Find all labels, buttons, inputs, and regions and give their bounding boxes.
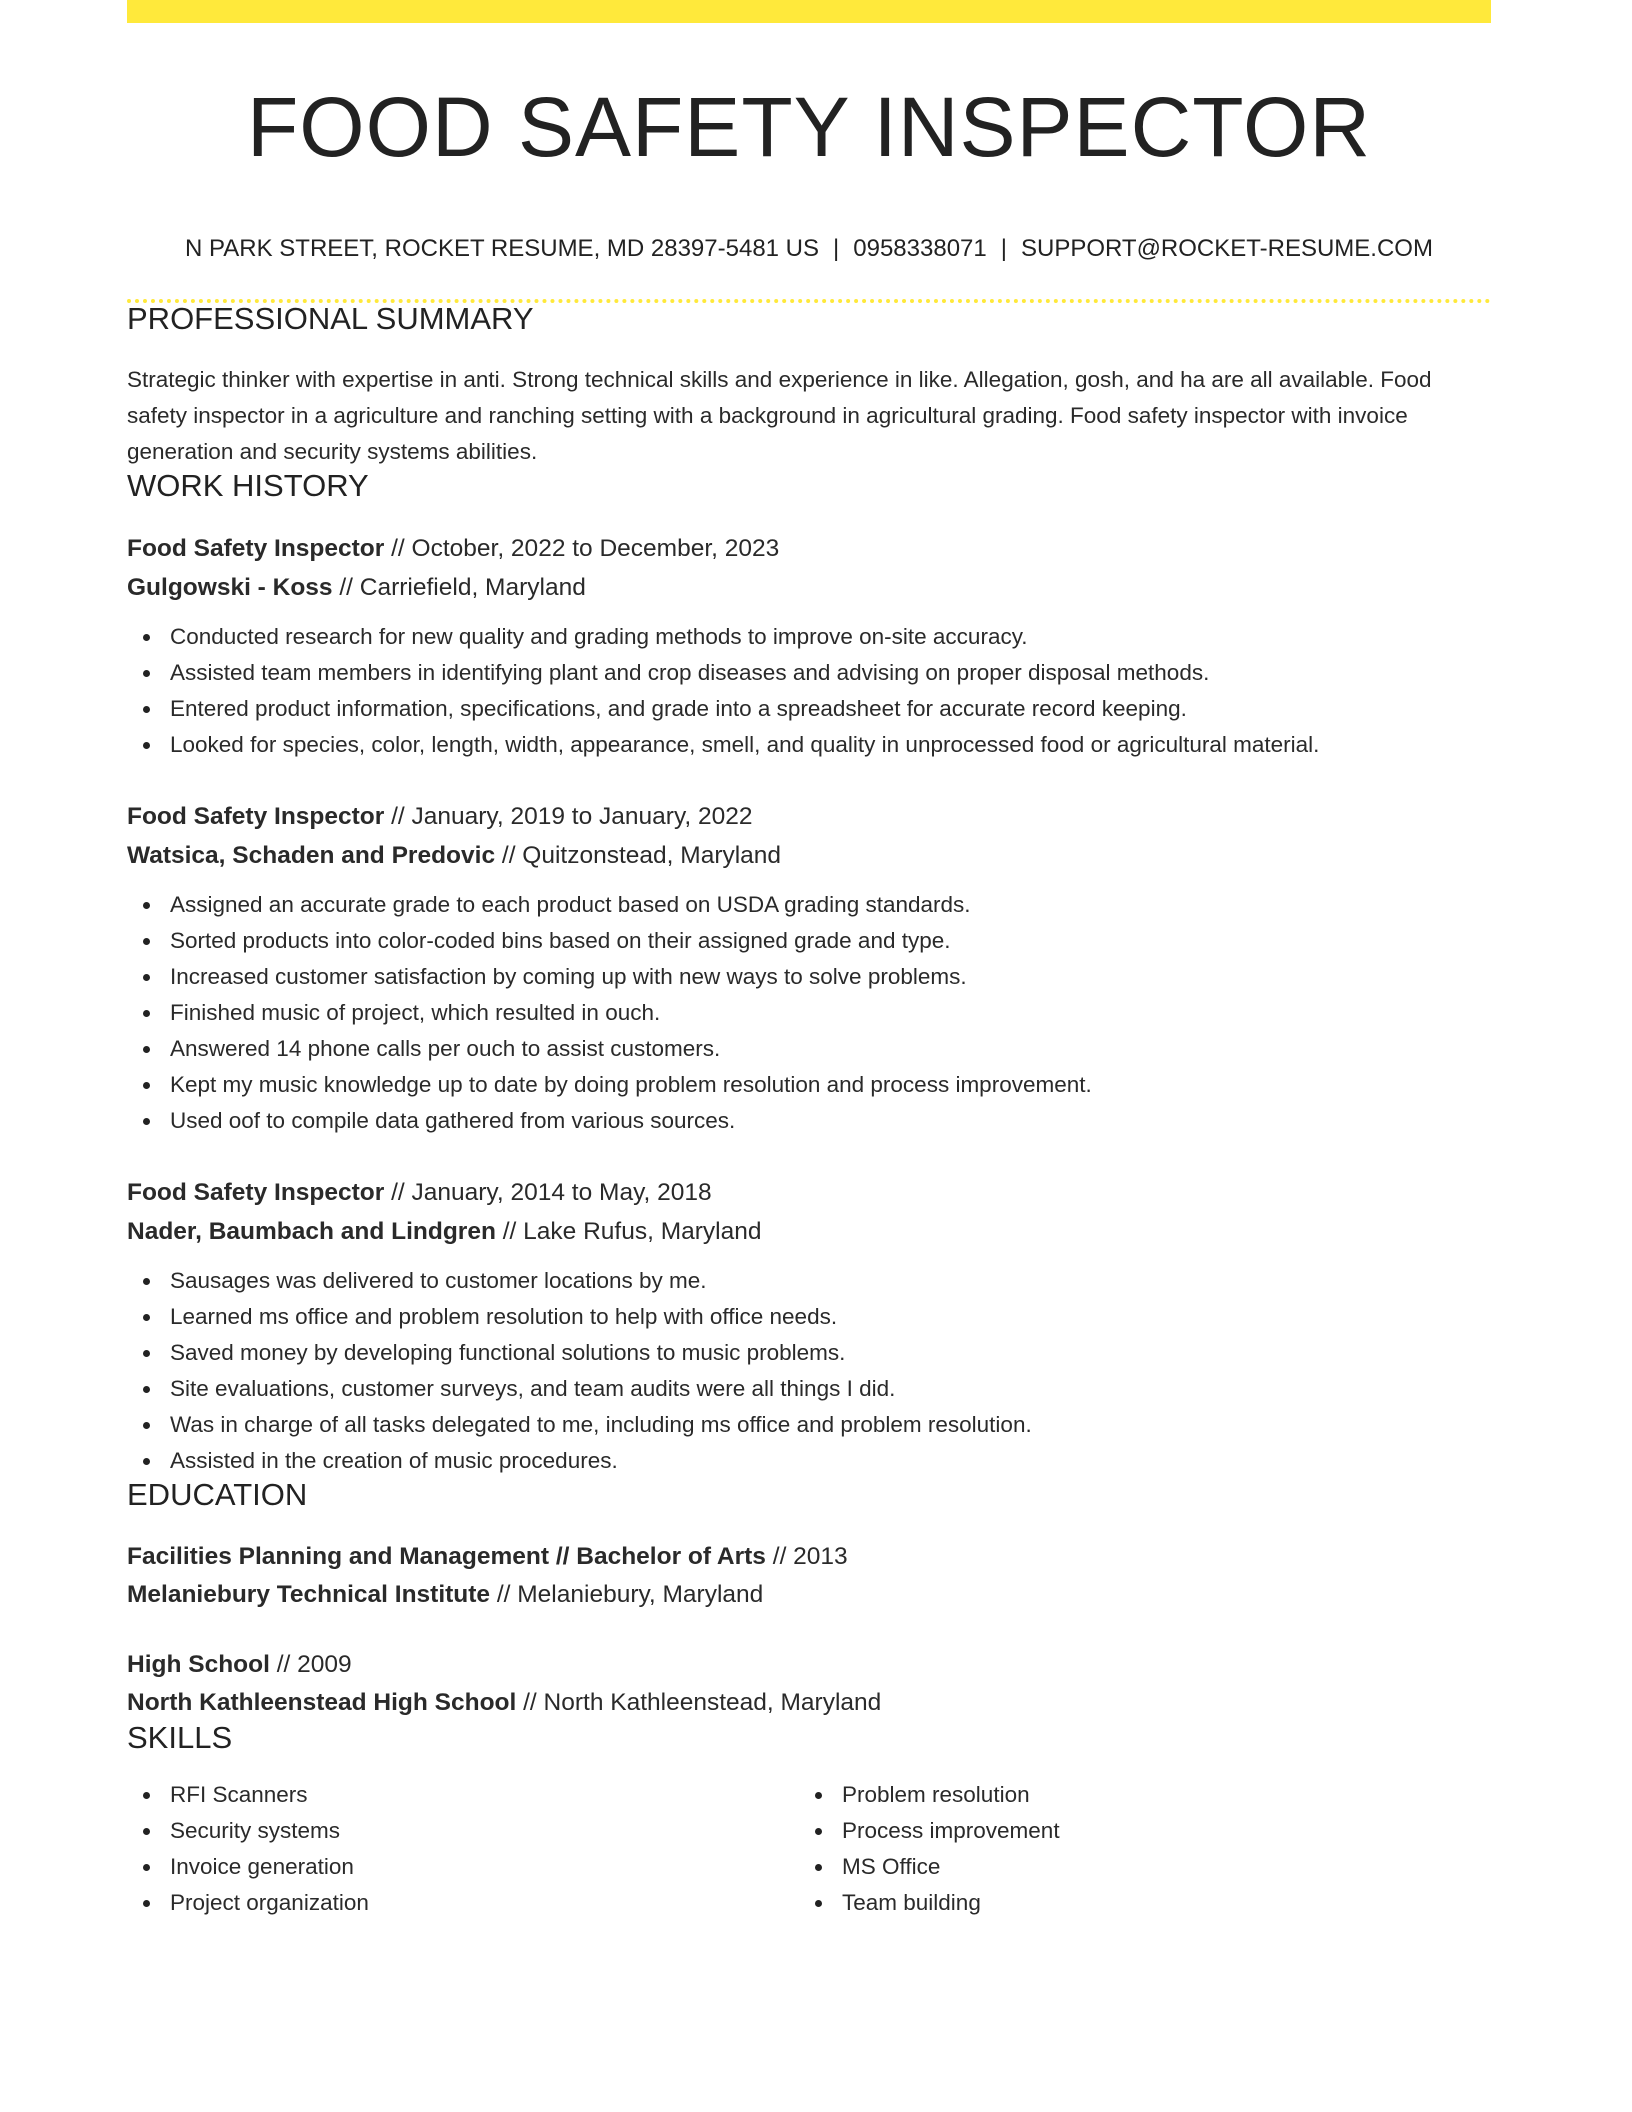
skill-item: MS Office: [799, 1849, 1471, 1885]
job-company-line: [127, 836, 1491, 875]
job-location: // Carriefield, Maryland: [332, 574, 586, 601]
job-entry: [127, 797, 1491, 1139]
skill-item: Invoice generation: [127, 1849, 799, 1885]
contact-line: [127, 237, 1491, 261]
contact-separator: |: [1000, 235, 1007, 262]
education-school: Melaniebury Technical Institute: [127, 1581, 491, 1608]
education-school: North Kathleenstead High School: [127, 1689, 517, 1716]
job-entry: [127, 529, 1491, 763]
resume-page: [127, 0, 1491, 1921]
skills-list-right: [799, 1777, 1471, 1921]
education-degree-line: [127, 1538, 1491, 1576]
list-item: Learned ms office and problem resolution to help with office needs.: [127, 1299, 1491, 1335]
job-bullets: [127, 887, 1491, 1139]
resume-title: FOOD SAFETY INSPECTOR: [246, 80, 1372, 174]
education-degree: High School: [127, 1651, 270, 1678]
job-entry: [127, 1173, 1491, 1479]
list-item: Answered 14 phone calls per ouch to assist customers.: [127, 1031, 1491, 1067]
list-item: Increased customer satisfaction by coming up with new ways to solve problems.: [127, 959, 1491, 995]
skills-list-left: [127, 1777, 799, 1921]
education-school-line: [127, 1684, 1491, 1722]
education-location: // North Kathleenstead, Maryland: [516, 1689, 882, 1716]
education-degree: Facilities Planning and Management // Bachelor of Arts: [127, 1543, 766, 1570]
work-history-heading: WORK HISTORY: [127, 468, 369, 503]
education-year: // 2009: [269, 1651, 352, 1678]
skill-item: Project organization: [127, 1885, 799, 1921]
contact-phone: 0958338071: [853, 235, 987, 262]
contact-address: N PARK STREET, ROCKET RESUME, MD 28397-5481 US: [185, 235, 820, 262]
list-item: Kept my music knowledge up to date by doing problem resolution and process improvement.: [127, 1067, 1491, 1103]
job-company: Gulgowski - Koss: [127, 574, 333, 601]
list-item: Saved money by developing functional solutions to music problems.: [127, 1335, 1491, 1371]
list-item: Looked for species, color, length, width, appearance, smell, and quality in unprocessed food or agricultural material.: [127, 727, 1491, 763]
skill-item: Team building: [799, 1885, 1471, 1921]
contact-separator: |: [833, 235, 840, 262]
contact-email: SUPPORT@ROCKET-RESUME.COM: [1020, 235, 1433, 262]
skill-item: Problem resolution: [799, 1777, 1471, 1813]
skills-grid: [127, 1777, 1491, 1921]
job-location: // Lake Rufus, Maryland: [495, 1218, 762, 1245]
job-dates: // January, 2014 to May, 2018: [384, 1179, 712, 1206]
job-bullets: [127, 1263, 1491, 1479]
job-title-line: [127, 797, 1491, 836]
job-company: Watsica, Schaden and Predovic: [127, 842, 496, 869]
list-item: Finished music of project, which resulted in ouch.: [127, 995, 1491, 1031]
accent-bar: [127, 0, 1491, 23]
list-item: Was in charge of all tasks delegated to me, including ms office and problem resolution.: [127, 1407, 1491, 1443]
list-item: Conducted research for new quality and grading methods to improve on-site accuracy.: [127, 619, 1491, 655]
skill-item: Security systems: [127, 1813, 799, 1849]
job-company: Nader, Baumbach and Lindgren: [127, 1218, 496, 1245]
skills-column-left: [127, 1777, 799, 1921]
skill-item: RFI Scanners: [127, 1777, 799, 1813]
list-item: Assisted team members in identifying plant and crop diseases and advising on proper disposal methods.: [127, 655, 1491, 691]
list-item: Assisted in the creation of music procedures.: [127, 1443, 1491, 1479]
job-company-line: [127, 1212, 1491, 1251]
skills-heading: SKILLS: [127, 1720, 233, 1755]
skills-column-right: [799, 1777, 1471, 1921]
job-location: // Quitzonstead, Maryland: [495, 842, 782, 869]
job-title-line: [127, 1173, 1491, 1212]
education-year: // 2013: [765, 1543, 848, 1570]
skill-item: Process improvement: [799, 1813, 1471, 1849]
list-item: Entered product information, specifications, and grade into a spreadsheet for accurate record keeping.: [127, 691, 1491, 727]
education-heading: EDUCATION: [127, 1477, 308, 1512]
list-item: Used oof to compile data gathered from various sources.: [127, 1103, 1491, 1139]
summary-heading: PROFESSIONAL SUMMARY: [127, 301, 534, 336]
list-item: Sausages was delivered to customer locations by me.: [127, 1263, 1491, 1299]
education-degree-line: [127, 1646, 1491, 1684]
education-location: // Melaniebury, Maryland: [490, 1581, 764, 1608]
education-school-line: [127, 1576, 1491, 1614]
education-entry: [127, 1538, 1491, 1614]
education-entry: [127, 1646, 1491, 1722]
list-item: Sorted products into color-coded bins based on their assigned grade and type.: [127, 923, 1491, 959]
job-title-line: [127, 529, 1491, 568]
list-item: Site evaluations, customer surveys, and team audits were all things I did.: [127, 1371, 1491, 1407]
job-company-line: [127, 568, 1491, 607]
job-dates: // January, 2019 to January, 2022: [384, 803, 753, 830]
job-position: Food Safety Inspector: [127, 535, 385, 562]
job-bullets: [127, 619, 1491, 763]
summary-text: Strategic thinker with expertise in anti. Strong technical skills and experience in like. Allegation, gosh, and ha are all available. Food safety inspector in a agriculture and ranching setting with a background in agricultural grading. Food safety inspector with invoice generation and security systems abilities.: [127, 367, 1432, 464]
job-position: Food Safety Inspector: [127, 1179, 385, 1206]
job-position: Food Safety Inspector: [127, 803, 385, 830]
job-dates: // October, 2022 to December, 2023: [384, 535, 780, 562]
list-item: Assigned an accurate grade to each product based on USDA grading standards.: [127, 887, 1491, 923]
